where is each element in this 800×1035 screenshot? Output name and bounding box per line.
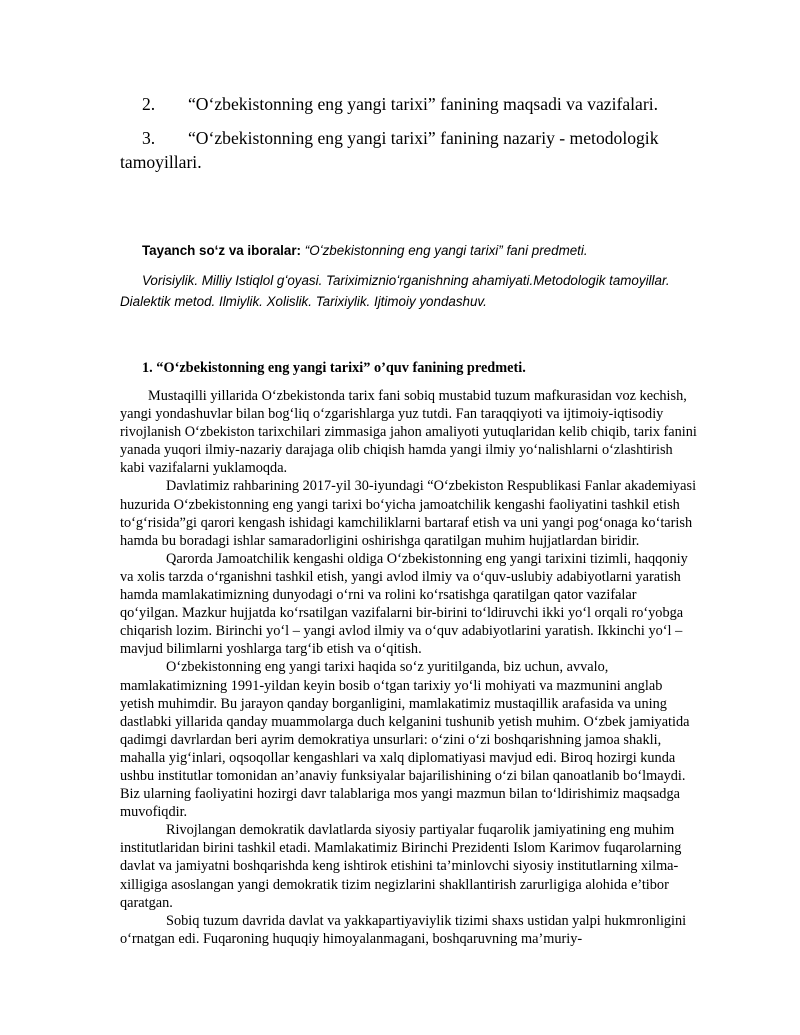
keywords-first-term: “Oʻzbekistonning eng yangi tarixi” fani predmeti. [304, 243, 588, 258]
body-text [120, 387, 698, 948]
paragraph: Oʻzbekistonning eng yangi tarixi haqida soʻz yuritilganda, biz uchun, avvalo, mamlakatimizning 1991-yildan keyin bosib oʻtgan tarixiy yoʻli mohiyati va mazmunini anglab yetish muhimdir. Bu jarayon qanday borganligini, mamlakatimiz mustaqillik arafasida va uning dastlabki yillarida qanday muammolarga duch kelganini tushunib yetish muhim. Oʻzbek jamiyatida qadimgi davrlardan beri ayrim demokratiya unsurlari: oʻzini oʻzi boshqarishning jamoa shakli, mahalla yigʻinlari, oqsoqollar kengashlari va xalq diplomatiyasi mavjud edi. Biroq hozirgi kunda ushbu institutlar tomonidan an’anaviy funksiyalar bajarilishining oʻzi bilan qanoatlanib boʻlmaydi. Biz ularning faoliyatini hozirgi davr talablariga mos yangi mazmun bilan toʻldirishimiz maqsadga muvofiqdir. [120, 659, 690, 821]
paragraph: Davlatimiz rahbarining 2017-yil 30-iyundagi “Oʻzbekiston Respublikasi Fanlar akademiyasi huzurida Oʻzbekistonning eng yangi tarixi boʻyicha jamoatchilik kengashi faoliyatini tashkil etish toʻgʻrisida”gi qarori kengash ishidagi kamchiliklarni bartaraf etish va uni yangi pogʻonaga koʻtarish hamda bu boradagi ishlar samaradorligini oshirishga qaratilgan muhim hujjatlardan biridir. [120, 478, 697, 549]
list-item-text: “Oʻzbekistonning eng yangi tarixi” fanining maqsadi va vazifalari. [188, 94, 658, 114]
paragraph: Mustaqilli yillarida Oʻzbekistonda tarix fani sobiq mustabid tuzum mafkurasidan voz kechish, yangi yondashuvlar bilan bogʻliq oʻzgarishlarga yuz tutdi. Fan taraqqiyoti va ijtimoiy-iqtisodiy rivojlanish Oʻzbekiston tarixchilari zimmasiga jahon amaliyoti yutuqlaridan kelib chiqib, tarix fanini yanada yuqori ilmiy-nazariy darajaga olib chiqish hamda yangi ilmiy yoʻnalishlarni oʻzlashtirish kabi vazifalarni yuklamoqda. [120, 388, 697, 477]
list-item-number: 3. [142, 128, 156, 148]
keywords-terms [120, 270, 700, 312]
section-heading: 1. “Oʻzbekistonning eng yangi tarixi” o’quv fanining predmeti. [142, 360, 526, 376]
keywords-terms-text: Vorisiylik. Milliy Istiqlol gʻoyasi. Tariximizniоʻrganishning ahamiyati.Metodologik tamoyillar. Dialektik metod. Ilmiylik. Xolislik. Tarixiylik. Ijtimoiy yondashuv. [120, 273, 670, 309]
keywords-line [120, 240, 700, 261]
list-item-text: “Oʻzbekistonning eng yangi tarixi” fanining nazariy - metodologik tamoyillari. [120, 128, 659, 172]
list-item-number: 2. [142, 94, 156, 114]
keywords-label: Tayanch soʻz va iboralar: [142, 243, 302, 258]
list-item-3 [120, 126, 690, 174]
list-item-2 [120, 92, 690, 116]
paragraph: Qarorda Jamoatchilik kengashi oldiga Oʻzbekistonning eng yangi tarixini tizimli, haqqoniy va xolis tarzda oʻrganishni tashkil etish, yangi avlod ilmiy va oʻquv-uslubiy adabiyotlarni yaratish hamda mamlakatimizning dunyodagi oʻrni va rolini koʻrsatishga qaratilgan qator vazifalar qoʻyilgan. Mazkur hujjatda koʻrsatilgan vazifalarni bir-birini toʻldiruvchi ikki yoʻl orqali roʻyobga chiqarish lozim. Birinchi yoʻl – yangi avlod ilmiy va oʻquv adabiyotlarini yaratish. Ikkinchi yoʻl – mavjud bilimlarni yoshlarga targʻib etish va oʻqitish. [120, 550, 688, 658]
paragraph: Rivojlangan demokratik davlatlarda siyosiy partiyalar fuqarolik jamiyatining eng muhim institutlaridan birini tashkil etadi. Mamlakatimiz Birinchi Prezidenti Islom Karimov fuqarolarning davlat va jamiyatni boshqarishda keng ishtirok etishini ta’minlovchi siyosiy institutlarning xilma-xilligiga asoslangan yangi demokratik tizim negizlarini shakllantirish zarurligiga alohida e’tibor qaratgan. [120, 822, 682, 911]
paragraph: Sobiq tuzum davrida davlat va yakkapartiyaviylik tizimi shaxs ustidan yalpi hukmronligini oʻrnatgan edi. Fuqaroning huquqiy himoyalanmagani, boshqaruvning ma’muriy- [120, 912, 687, 947]
